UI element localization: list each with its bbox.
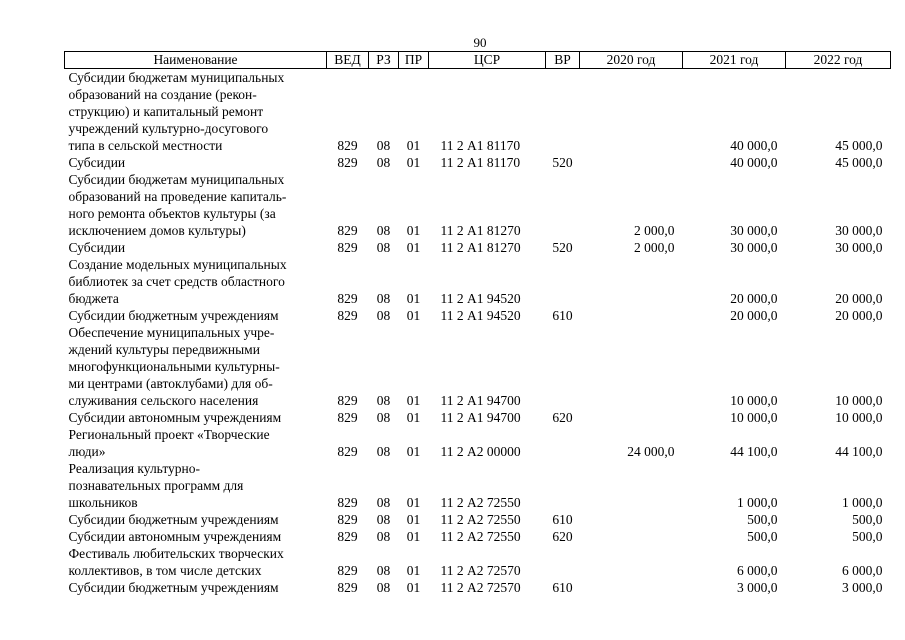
row-name-line: Региональный проект «Творческие [68,427,270,442]
row-rz: 08 [376,393,391,408]
row-vr: 610 [552,580,573,595]
row-csr: 11 2 А1 81270 [440,240,521,255]
row-csr: 11 2 А2 72550 [440,512,521,527]
header-vr: ВР [546,52,580,69]
row-2022-value: 45 000,0 [835,138,883,153]
row-vr [546,426,580,460]
row-2021-value: 3 000,0 [737,580,778,595]
row-2020-value [580,154,683,171]
row-rz: 08 [376,410,391,425]
header-ved: ВЕД [327,52,369,69]
row-2022-value: 1 000,0 [842,495,883,510]
row-name-line: Субсидии [68,155,126,170]
row-2022-value: 45 000,0 [835,155,883,170]
row-pr: 01 [406,444,421,459]
table-row [65,307,891,324]
row-name-line: исключением домов культуры) [68,223,246,238]
table-header-row [65,52,891,69]
row-csr: 11 2 А1 94520 [440,308,521,323]
row-vr [546,545,580,579]
row-vr: 610 [552,512,573,527]
row-pr: 01 [406,138,421,153]
row-csr: 11 2 А1 94520 [440,291,521,306]
row-2021-value: 20 000,0 [730,308,778,323]
row-name [65,256,327,307]
row-name-line: люди» [68,444,106,459]
row-name [65,545,327,579]
row-2020-value [580,256,683,307]
row-rz: 08 [376,155,391,170]
row-ved: 829 [337,308,358,323]
row-2020-value [580,528,683,545]
row-name [65,69,327,155]
row-name [65,579,327,596]
row-2022-value: 6 000,0 [842,563,883,578]
row-ved: 829 [337,495,358,510]
row-ved: 829 [337,529,358,544]
table-row [65,239,891,256]
row-2020-value: 2 000,0 [634,223,675,238]
row-pr: 01 [406,240,421,255]
row-2022-value: 20 000,0 [835,308,883,323]
row-name [65,171,327,239]
row-name [65,154,327,171]
row-rz: 08 [376,512,391,527]
row-name-line: струкцию) и капитальный ремонт [68,104,264,119]
row-name [65,409,327,426]
row-ved: 829 [337,563,358,578]
row-csr: 11 2 А2 72570 [440,563,521,578]
row-name-line: бюджета [68,291,119,306]
row-name-line: Обеспечение муниципальных учре- [68,325,275,340]
row-name-line: Субсидии бюджетам муниципальных [68,70,285,85]
row-2021-value: 10 000,0 [730,393,778,408]
row-2020-value: 2 000,0 [634,240,675,255]
row-name-line: Субсидии автономным учреждениям [68,529,282,544]
row-name-line: образований на создание (рекон- [68,87,257,102]
row-csr: 11 2 А1 81170 [440,138,521,153]
header-2022: 2022 год [786,52,891,69]
row-2022-value: 500,0 [852,529,883,544]
row-2021-value: 30 000,0 [730,223,778,238]
row-rz: 08 [376,580,391,595]
table-row [65,579,891,596]
table-row [65,171,891,239]
row-name-line: Фестиваль любительских творческих [68,546,284,561]
row-2022-value: 500,0 [852,512,883,527]
header-2021: 2021 год [683,52,786,69]
row-pr: 01 [406,495,421,510]
row-csr: 11 2 А2 72570 [440,580,521,595]
row-ved: 829 [337,410,358,425]
row-2021-value: 1 000,0 [737,495,778,510]
row-name [65,324,327,409]
row-rz: 08 [376,529,391,544]
row-name-line: Создание модельных муниципальных [68,257,287,272]
row-rz: 08 [376,240,391,255]
row-2022-value: 3 000,0 [842,580,883,595]
row-rz: 08 [376,444,391,459]
row-name [65,307,327,324]
row-csr: 11 2 А1 94700 [440,410,521,425]
row-ved: 829 [337,291,358,306]
row-2021-value: 500,0 [747,529,778,544]
row-csr: 11 2 А1 81170 [440,155,521,170]
row-vr: 610 [552,308,573,323]
row-pr: 01 [406,223,421,238]
row-name [65,460,327,511]
row-vr [546,69,580,155]
row-name [65,239,327,256]
row-pr: 01 [406,563,421,578]
row-name-line: ждений культуры передвижными [68,342,260,357]
row-2022-value: 30 000,0 [835,223,883,238]
table-body [65,69,891,597]
table-row [65,511,891,528]
row-ved: 829 [337,580,358,595]
page-number: 90 [473,35,487,50]
row-vr: 520 [552,240,573,255]
row-2021-value: 10 000,0 [730,410,778,425]
row-vr [546,324,580,409]
row-2022-value: 10 000,0 [835,410,883,425]
row-2020-value: 24 000,0 [627,444,675,459]
header-name: Наименование [65,52,327,69]
row-rz: 08 [376,138,391,153]
row-name-line: служивания сельского населения [68,393,259,408]
row-name-line: Субсидии бюджетам муниципальных [68,172,285,187]
row-2021-value: 6 000,0 [737,563,778,578]
row-2022-value: 20 000,0 [835,291,883,306]
header-csr: ЦСР [429,52,546,69]
row-name-line: Субсидии автономным учреждениям [68,410,282,425]
row-name [65,511,327,528]
row-2020-value [580,307,683,324]
row-2022-value: 10 000,0 [835,393,883,408]
row-rz: 08 [376,495,391,510]
row-2021-value: 40 000,0 [730,138,778,153]
row-2021-value: 44 100,0 [730,444,778,459]
row-name-line: Субсидии бюджетным учреждениям [68,580,279,595]
row-2020-value [580,409,683,426]
row-ved: 829 [337,393,358,408]
row-2020-value [580,511,683,528]
table-row [65,460,891,511]
row-name-line: Реализация культурно- [68,461,201,476]
table-row [65,154,891,171]
row-pr: 01 [406,155,421,170]
row-name-line: ми центрами (автоклубами) для об- [68,376,273,391]
row-pr: 01 [406,291,421,306]
row-ved: 829 [337,240,358,255]
row-2020-value [580,324,683,409]
row-vr: 620 [552,410,573,425]
row-csr: 11 2 А1 81270 [440,223,521,238]
row-rz: 08 [376,308,391,323]
row-ved: 829 [337,138,358,153]
row-ved: 829 [337,512,358,527]
row-csr: 11 2 А2 72550 [440,495,521,510]
row-2021-value: 500,0 [747,512,778,527]
row-name-line: Субсидии бюджетным учреждениям [68,308,279,323]
row-pr: 01 [406,580,421,595]
row-2020-value [580,579,683,596]
table-row [65,324,891,409]
row-2022-value: 30 000,0 [835,240,883,255]
row-ved: 829 [337,223,358,238]
row-2020-value [580,545,683,579]
row-ved: 829 [337,155,358,170]
row-name-line: ного ремонта объектов культуры (за [68,206,276,221]
row-pr: 01 [406,393,421,408]
row-csr: 11 2 А1 94700 [440,393,521,408]
row-vr: 620 [552,529,573,544]
row-vr [546,256,580,307]
row-2021-value: 30 000,0 [730,240,778,255]
row-name-line: типа в сельской местности [68,138,223,153]
table-row [65,256,891,307]
row-pr: 01 [406,410,421,425]
row-vr [546,460,580,511]
row-name-line: Субсидии бюджетным учреждениям [68,512,279,527]
row-name-line: библиотек за счет средств областного [68,274,285,289]
row-name [65,426,327,460]
table-row [65,69,891,155]
row-name [65,528,327,545]
table-row [65,409,891,426]
row-2022-value: 44 100,0 [835,444,883,459]
row-pr: 01 [406,512,421,527]
row-name-line: познавательных программ для [68,478,244,493]
row-pr: 01 [406,308,421,323]
row-name-line: школьников [68,495,138,510]
row-rz: 08 [376,223,391,238]
row-rz: 08 [376,563,391,578]
budget-table [64,51,891,596]
row-name-line: учреждений культурно-досугового [68,121,269,136]
row-2021-value: 20 000,0 [730,291,778,306]
row-2020-value [580,69,683,155]
row-csr: 11 2 А2 72550 [440,529,521,544]
row-2021-value: 40 000,0 [730,155,778,170]
row-name-line: многофункциональными культурны- [68,359,280,374]
table-row [65,545,891,579]
header-rz: РЗ [369,52,399,69]
row-2020-value [580,460,683,511]
row-name-line: Субсидии [68,240,126,255]
header-pr: ПР [399,52,429,69]
row-pr: 01 [406,529,421,544]
row-name-line: коллективов, в том числе детских [68,563,262,578]
header-2020: 2020 год [580,52,683,69]
row-rz: 08 [376,291,391,306]
table-row [65,528,891,545]
row-name-line: образований на проведение капиталь- [68,189,287,204]
row-ved: 829 [337,444,358,459]
row-vr [546,171,580,239]
row-vr: 520 [552,155,573,170]
row-csr: 11 2 А2 00000 [440,444,521,459]
table-row [65,426,891,460]
